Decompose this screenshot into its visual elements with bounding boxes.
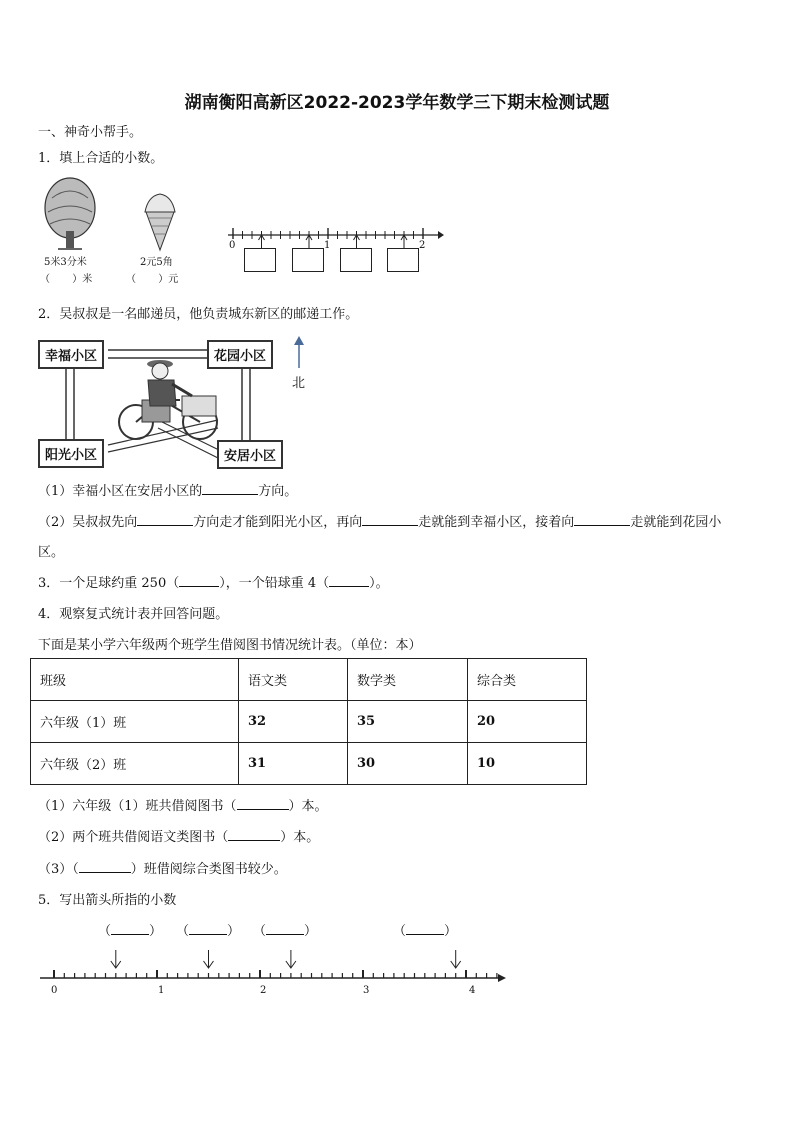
table-header-cell: 班级 — [31, 659, 239, 701]
q5-tick-label-1: 1 — [158, 985, 165, 996]
q5-tick-label-4: 4 — [469, 985, 476, 996]
q2-sub1-text-a: （1）幸福小区在安居小区的 — [38, 484, 203, 499]
q3-text-a: 3．一个足球约重 250（ — [38, 576, 180, 591]
q3-blank-2[interactable] — [329, 574, 369, 587]
ice-cream-caption: 2元5角 — [140, 257, 173, 268]
tree-icon — [38, 176, 102, 252]
q4-sub2-text-b: ）本。 — [280, 830, 320, 845]
q3-blank-1[interactable] — [179, 574, 219, 587]
number-line-q5 — [40, 948, 506, 984]
question-2-part-1 — [38, 480, 297, 499]
tick-label-2: 2 — [419, 240, 426, 251]
question-3 — [38, 572, 389, 591]
q5-answer-blank-2[interactable]: （ ） — [176, 924, 241, 939]
question-4-part-1 — [38, 795, 328, 814]
answer-box-3[interactable] — [340, 248, 372, 272]
ice-cream-icon — [140, 192, 180, 252]
tree-unit: 米 — [82, 274, 93, 285]
q2-sub2-blank-2[interactable] — [362, 513, 418, 526]
q2-sub2-blank-1[interactable] — [137, 513, 193, 526]
question-4-part-2 — [38, 826, 319, 845]
q5-answer-blank-4[interactable]: （ ） — [393, 924, 458, 939]
q4-sub1-text-b: ）本。 — [288, 799, 328, 814]
q5-tick-label-0: 0 — [51, 985, 58, 996]
table-header-cell: 语文类 — [239, 659, 348, 701]
table-header-cell: 综合类 — [468, 659, 587, 701]
table-header-cell: 数学类 — [348, 659, 468, 701]
place-anju: 安居小区 — [217, 440, 283, 469]
table-caption: 下面是某小学六年级两个班学生借阅图书情况统计表。（单位：本） — [38, 638, 422, 653]
q2-sub2-text-a: （2）吴叔叔先向 — [38, 515, 138, 530]
q3-text-c: ）。 — [369, 576, 389, 591]
ice-cream-unit: 元 — [168, 274, 179, 285]
table-row — [31, 743, 587, 785]
question-2-part-2 — [38, 511, 721, 530]
section-heading: 一、神奇小帮手。 — [38, 125, 143, 140]
tick-label-0: 0 — [229, 240, 236, 251]
q4-sub3-blank[interactable] — [79, 860, 131, 873]
table-cell: 20 — [468, 701, 587, 743]
q5-answer-blank-1[interactable]: （ ） — [98, 924, 163, 939]
question-2-label: 2．吴叔叔是一名邮递员，他负责城东新区的邮递工作。 — [38, 307, 359, 322]
answer-box-4[interactable] — [387, 248, 419, 272]
table-cell: 31 — [239, 743, 348, 785]
table-row — [31, 701, 587, 743]
q3-text-b: ），一个铅球重 4（ — [219, 576, 330, 591]
table-header-row — [31, 659, 587, 701]
q4-sub2-text-a: （2）两个班共借阅语文类图书（ — [38, 830, 229, 845]
question-1-label: 1．填上合适的小数。 — [38, 151, 164, 166]
q5-tick-label-2: 2 — [260, 985, 267, 996]
table-cell: 10 — [468, 743, 587, 785]
table-cell: 六年级（2）班 — [31, 743, 239, 785]
statistics-table — [30, 658, 587, 785]
place-yangguang: 阳光小区 — [38, 439, 104, 468]
north-label: 北 — [292, 376, 306, 391]
q2-sub1-blank[interactable] — [202, 482, 258, 495]
tree-answer-blank[interactable]: （ ）米 — [40, 274, 93, 285]
ice-cream-answer-blank[interactable]: （ ）元 — [126, 274, 179, 285]
question-5-label: 5．写出箭头所指的小数 — [38, 893, 177, 908]
answer-box-2[interactable] — [292, 248, 324, 272]
place-huayuan: 花园小区 — [207, 340, 273, 369]
q4-sub2-blank[interactable] — [228, 828, 280, 841]
q5-tick-label-3: 3 — [363, 985, 370, 996]
q2-sub2-text-c: 走就能到幸福小区，接着向 — [418, 515, 575, 530]
q5-answer-blank-3[interactable]: （ ） — [253, 924, 318, 939]
q4-sub3-text-b: ）班借阅综合类图书较少。 — [130, 862, 287, 877]
place-xingfu: 幸福小区 — [38, 340, 104, 369]
north-arrow-icon — [293, 336, 305, 368]
q2-sub2-text-d: 走就能到花园小 — [630, 515, 722, 530]
table-cell: 30 — [348, 743, 468, 785]
q2-sub2-blank-3[interactable] — [574, 513, 630, 526]
q2-sub1-text-b: 方向。 — [258, 484, 298, 499]
q2-sub2-text-b: 方向走才能到阳光小区，再向 — [193, 515, 363, 530]
page-title: 湖南衡阳高新区2022-2023学年数学三下期末检测试题 — [184, 93, 610, 113]
question-2-part-2-cont: 区。 — [38, 545, 65, 560]
table-cell: 六年级（1）班 — [31, 701, 239, 743]
q4-sub1-text-a: （1）六年级（1）班共借阅图书（ — [38, 799, 237, 814]
table-cell: 35 — [348, 701, 468, 743]
tick-label-1: 1 — [324, 240, 331, 251]
q4-sub3-text-a: （3）（ — [38, 862, 79, 877]
tree-caption: 5米3分米 — [44, 257, 87, 268]
question-4-label: 4．观察复式统计表并回答问题。 — [38, 607, 229, 622]
q4-sub1-blank[interactable] — [237, 797, 289, 810]
question-4-part-3 — [38, 858, 287, 877]
answer-box-1[interactable] — [244, 248, 276, 272]
table-cell: 32 — [239, 701, 348, 743]
